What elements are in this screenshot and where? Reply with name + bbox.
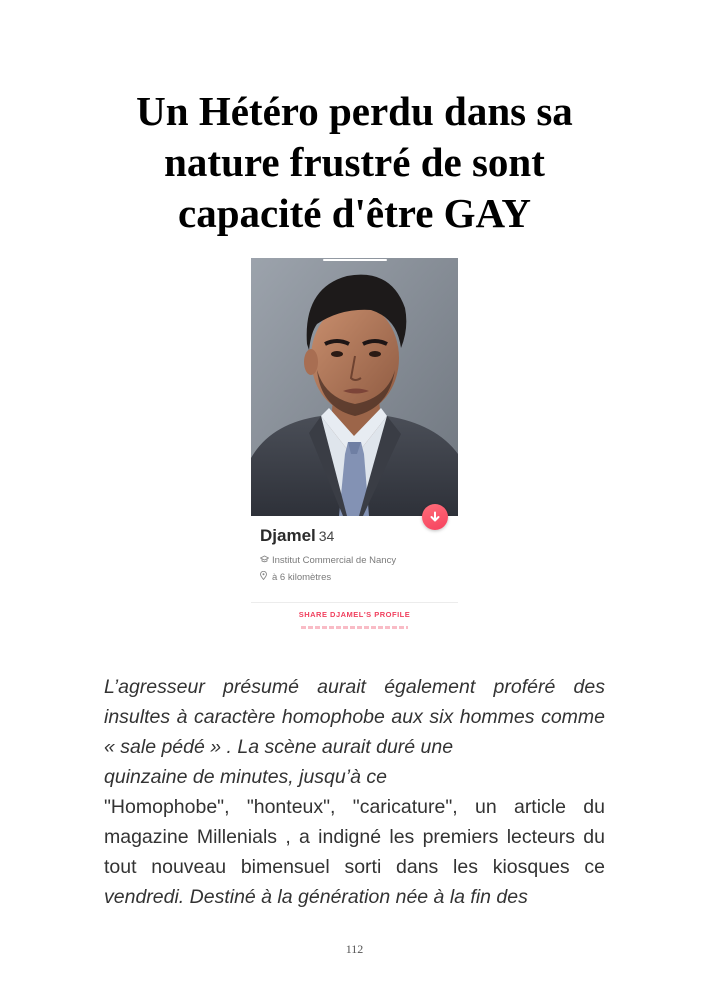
paragraph-1-line: insultes à caractère homophobe aux six hommes: [104, 706, 535, 728]
article-body: [104, 672, 605, 912]
paragraph-1: [104, 672, 605, 792]
page-number: 112: [345, 942, 364, 956]
page-title: [60, 86, 649, 239]
location-pin-icon: [260, 571, 270, 583]
arrow-down-button[interactable]: [422, 504, 448, 530]
arrow-down-icon: [429, 511, 441, 523]
paragraph-1-line: comme « sale pédé » . La scène aurait duré une: [104, 706, 605, 758]
profile-distance-text: à 6 kilomètres: [272, 571, 332, 583]
profile-name: Djamel: [260, 526, 316, 545]
profile-distance: [260, 571, 331, 583]
cropped-text-fragment: [301, 626, 408, 629]
profile-name-line: [260, 526, 334, 546]
graduation-cap-icon: [260, 555, 270, 566]
title-line-3: capacité d'être GAY: [178, 190, 531, 236]
paragraph-1-line: L’agresseur présumé aurait également proféré des: [104, 676, 605, 698]
profile-age: 34: [318, 528, 335, 544]
paragraph-2-line: magazine Millenials , a indigné les premiers lecteurs: [104, 826, 575, 848]
share-profile-button[interactable]: SHARE DJAMEL'S PROFILE: [298, 610, 411, 619]
profile-photo: [251, 258, 458, 516]
dating-profile-card: [251, 258, 458, 631]
title-line-2: nature frustré de sont: [164, 139, 545, 185]
paragraph-2-line: du tout nouveau bimensuel sorti dans les kiosques ce: [104, 826, 605, 878]
title-line-1: Un Hétéro perdu dans sa: [136, 88, 573, 134]
paragraph-2: [104, 792, 605, 912]
profile-school-text: Institut Commercial de Nancy: [272, 555, 397, 566]
card-divider: [251, 602, 458, 603]
paragraph-2-line: vendredi. Destiné à la génération née à la fin des: [104, 886, 528, 908]
photo-indicator-bar: [323, 259, 387, 261]
profile-school: [260, 555, 396, 566]
paragraph-1-line: quinzaine de minutes, jusqu’à ce: [104, 766, 387, 788]
paragraph-2-line: "Homophobe", "honteux", "caricature", un article du: [104, 796, 605, 818]
